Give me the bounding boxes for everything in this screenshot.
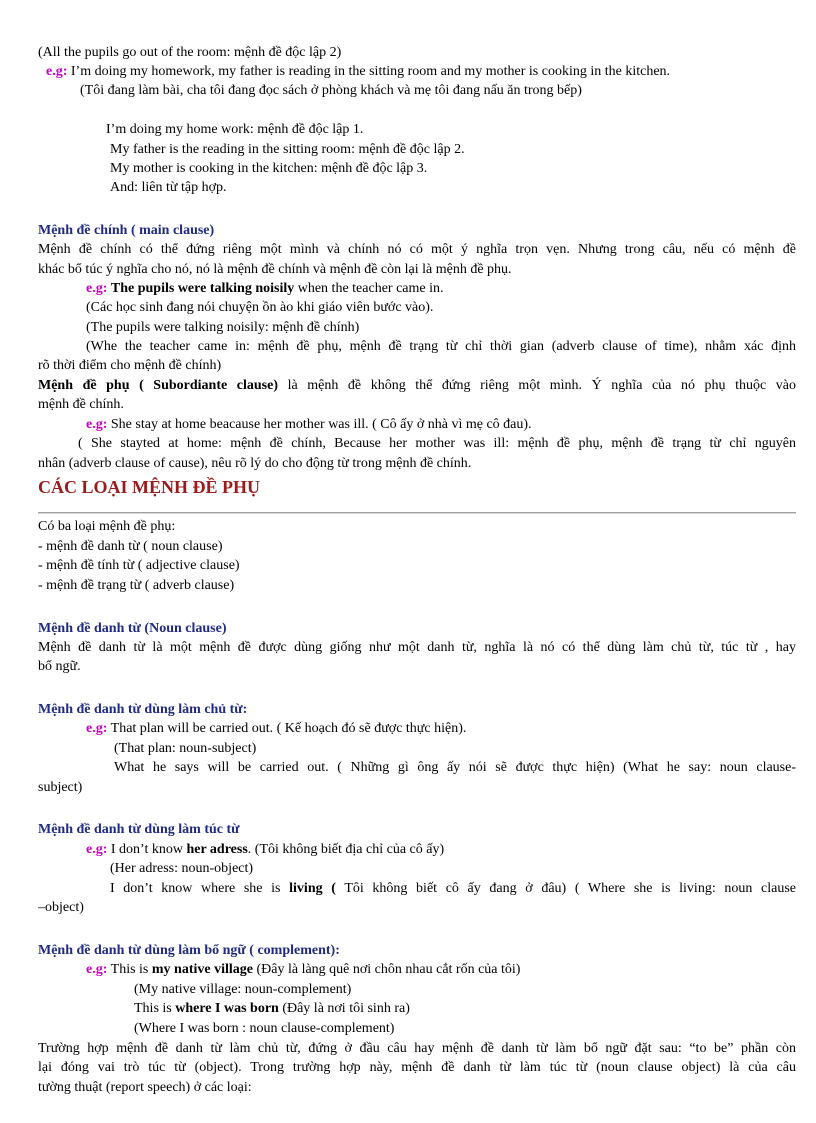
text-line xyxy=(110,880,796,898)
section-heading: Mệnh đề chính ( main clause) xyxy=(38,223,215,238)
horizontal-rule xyxy=(38,512,796,514)
paragraph-line: Mệnh đề danh từ là một mệnh đề được dùng giống như một danh từ, nghĩa là nó có thể dùng làm chủ từ, túc từ , hay xyxy=(38,640,796,655)
text-bold: where I was born xyxy=(175,1001,279,1016)
example-bold: her adress xyxy=(186,842,248,857)
example-text: She stay at home beacause her mother was ill. ( Cô ấy ở nhà vì mẹ cô đau). xyxy=(107,417,532,432)
section-heading: Mệnh đề danh từ dùng làm chủ từ: xyxy=(38,702,248,717)
example-line xyxy=(86,841,444,859)
text-line: ( She stayted at home: mệnh đề chính, Because her mother was ill: mệnh đề phụ, mệnh đề trạng từ chỉ nguyên xyxy=(78,436,796,451)
text-line: (That plan: noun-subject) xyxy=(114,741,257,756)
example-bold: The pupils were talking noisily xyxy=(110,281,295,296)
example-line xyxy=(86,720,466,738)
paragraph-line: tường thuật (report speech) ở các loại: xyxy=(38,1080,252,1095)
text-line: My father is the reading in the sitting room: mệnh đề độc lập 2. xyxy=(110,142,465,157)
text-line: (All the pupils go out of the room: mệnh đề độc lập 2) xyxy=(38,45,342,60)
eg-label: e.g: xyxy=(86,962,108,977)
eg-label: e.g: xyxy=(86,721,108,736)
text-line: Có ba loại mệnh đề phụ: xyxy=(38,519,176,534)
text-line: I’m doing my home work: mệnh đề độc lập 1. xyxy=(106,122,364,137)
text-line: –object) xyxy=(38,900,84,915)
text-line: (Her adress: noun-object) xyxy=(110,861,254,876)
text-line: subject) xyxy=(38,780,83,795)
example-line xyxy=(86,280,444,298)
example-text: This is xyxy=(107,962,152,977)
text-line: My mother is cooking in the kitchen: mệnh đề độc lập 3. xyxy=(110,161,428,176)
example-line xyxy=(86,416,532,434)
text-part: Tôi không biết cô ấy đang ở đâu) ( Where she is living: noun clause xyxy=(335,881,796,896)
list-item: - mệnh đề trạng từ ( adverb clause) xyxy=(38,578,235,593)
example-text: . (Tôi không biết địa chỉ của cô ấy) xyxy=(247,842,445,857)
list-item: - mệnh đề tính từ ( adjective clause) xyxy=(38,558,240,573)
paragraph-line: mệnh đề chính. xyxy=(38,397,124,412)
paragraph-line: bổ ngữ. xyxy=(38,659,81,674)
paragraph-line: Mệnh đề chính có thể đứng riêng một mình và chính nó có một ý nghĩa trọn vẹn. Nhưng trong câu, nếu có mệnh đề xyxy=(38,242,796,257)
example-text: I’m doing my homework, my father is reading in the sitting room and my mother is cooking in the kitchen. xyxy=(67,64,671,79)
text-line: (Where I was born : noun clause-complement) xyxy=(134,1021,395,1036)
text-line: And: liên từ tập hợp. xyxy=(110,180,227,195)
text-line: (My native village: noun-complement) xyxy=(134,982,352,997)
eg-label: e.g: xyxy=(86,281,108,296)
paragraph-line: lại đóng vai trò túc từ (object). Trong trường hợp này, mệnh đề danh từ làm túc từ (noun clause object) là của câu xyxy=(38,1060,796,1075)
section-heading: Mệnh đề danh từ dùng làm túc từ xyxy=(38,822,240,837)
chapter-heading: CÁC LOẠI MỆNH ĐỀ PHỤ xyxy=(38,477,261,497)
paragraph-line: Trường hợp mệnh đề danh từ làm chủ từ, đứng ở đầu câu hay mệnh đề danh từ làm bổ ngữ đặt sau: “to be” phần còn xyxy=(38,1041,796,1056)
section-heading: Mệnh đề danh từ (Noun clause) xyxy=(38,621,227,636)
example-text: when the teacher came in. xyxy=(294,281,444,296)
text-line: (The pupils were talking noisily: mệnh đề chính) xyxy=(86,320,360,335)
text-part: I don’t know where she is xyxy=(110,881,290,896)
text-bold: living ( xyxy=(289,881,336,896)
example-line xyxy=(46,63,670,81)
eg-label: e.g: xyxy=(86,842,108,857)
example-text: That plan will be carried out. ( Kế hoạch đó sẽ được thực hiện). xyxy=(107,721,467,736)
example-text: I don’t know xyxy=(107,842,187,857)
text-line xyxy=(134,1000,410,1018)
paragraph-line xyxy=(38,377,796,395)
eg-label: e.g: xyxy=(86,417,108,432)
text-line: (Các học sinh đang nói chuyện ồn ào khi giáo viên bước vào). xyxy=(86,300,434,315)
translation-line: (Tôi đang làm bài, cha tôi đang đọc sách ở phòng khách và mẹ tôi đang nấu ăn trong bếp) xyxy=(80,83,582,98)
term-bold: Mệnh đề phụ ( Subordiante clause) xyxy=(38,378,278,393)
example-bold: my native village xyxy=(151,962,253,977)
eg-label: e.g: xyxy=(46,64,68,79)
text-line: (Whe the teacher came in: mệnh đề phụ, mệnh đề trạng từ chỉ thời gian (adverb clause of time), nhằm xác định xyxy=(86,339,796,354)
text-line: rõ thời điểm cho mệnh đề chính) xyxy=(38,358,222,373)
text-line: What he says will be carried out. ( Những gì ông ấy nói sẽ được thực hiện) (What he say: noun clause- xyxy=(114,760,796,775)
list-item: - mệnh đề danh từ ( noun clause) xyxy=(38,539,223,554)
text-line: nhân (adverb clause of cause), nêu rõ lý do cho động từ trong mệnh đề chính. xyxy=(38,456,472,471)
example-text: (Đây là làng quê nơi chôn nhau cắt rốn của tôi) xyxy=(252,962,521,977)
text-part: This is xyxy=(134,1001,176,1016)
paragraph-line: khác bổ túc ý nghĩa cho nó, nó là mệnh đề chính và mệnh đề còn lại là mệnh đề phụ. xyxy=(38,262,512,277)
text-part: (Đây là nơi tôi sinh ra) xyxy=(278,1001,410,1016)
example-line xyxy=(86,961,520,979)
section-heading: Mệnh đề danh từ dùng làm bổ ngữ ( complement): xyxy=(38,943,340,958)
paragraph-text: là mệnh đề không thể đứng riêng một mình. Ý nghĩa của nó phụ thuộc vào xyxy=(278,378,796,393)
